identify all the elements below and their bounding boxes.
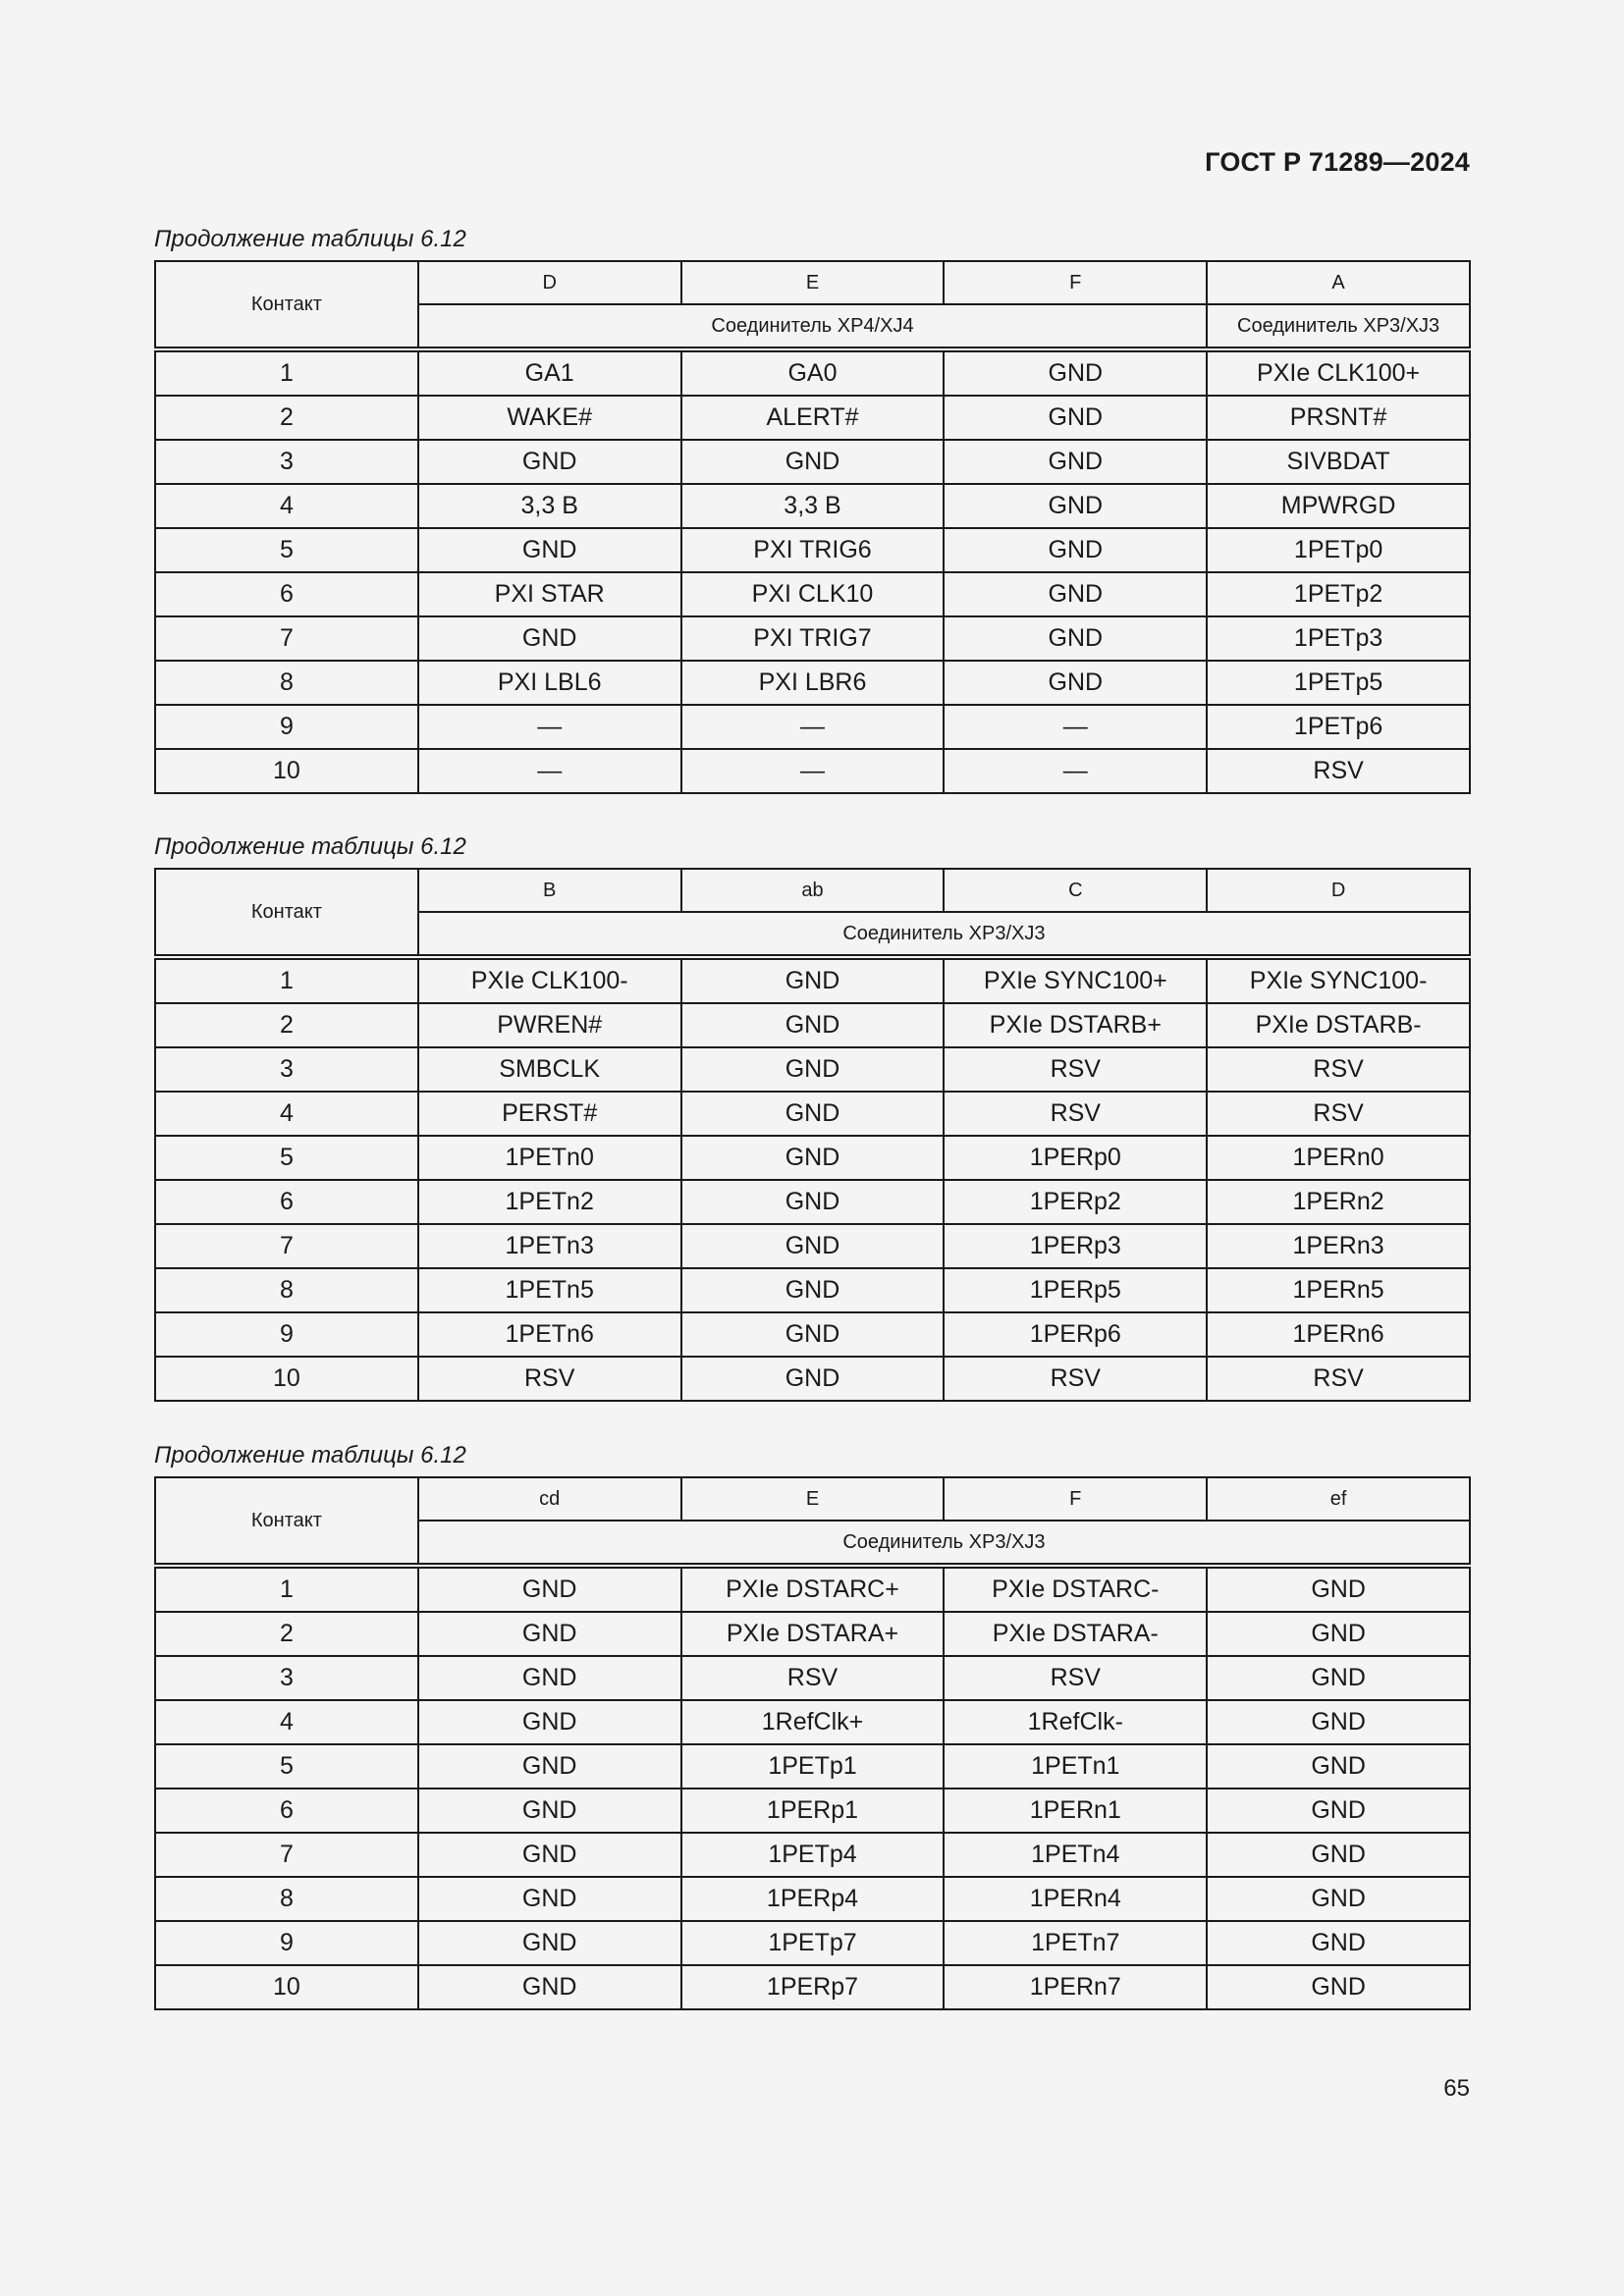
pin-table xyxy=(154,260,1471,794)
table-row xyxy=(155,1612,1470,1656)
pin-signal-cell: PXIe DSTARC+ xyxy=(681,1566,945,1612)
pin-signal-cell: GND xyxy=(418,1965,681,2009)
pin-signal-cell: 1PERn4 xyxy=(944,1877,1207,1921)
pin-signal-cell: RSV xyxy=(1207,749,1470,793)
pin-signal-cell: PXI TRIG7 xyxy=(681,616,945,661)
pin-signal-cell: GND xyxy=(681,1357,945,1401)
table-row xyxy=(155,957,1470,1003)
contact-column-header: Контакт xyxy=(155,869,418,957)
pin-signal-cell: PXIe CLK100+ xyxy=(1207,349,1470,396)
pin-signal-cell: GND xyxy=(1207,1833,1470,1877)
pin-signal-cell: PXI CLK10 xyxy=(681,572,945,616)
pin-signal-cell: GND xyxy=(944,349,1207,396)
pin-signal-cell: GND xyxy=(681,1092,945,1136)
table-row xyxy=(155,396,1470,440)
contact-number-cell: 4 xyxy=(155,484,418,528)
pin-signal-cell: RSV xyxy=(944,1357,1207,1401)
connector-header: Соединитель XP3/XJ3 xyxy=(1207,304,1470,349)
column-header: D xyxy=(1207,869,1470,912)
pin-signal-cell: RSV xyxy=(681,1656,945,1700)
column-header: ab xyxy=(681,869,945,912)
pin-signal-cell: — xyxy=(418,705,681,749)
pin-signal-cell: 1PERp1 xyxy=(681,1789,945,1833)
contact-number-cell: 1 xyxy=(155,957,418,1003)
pin-signal-cell: GND xyxy=(681,1047,945,1092)
pin-signal-cell: 1PETp1 xyxy=(681,1744,945,1789)
contact-number-cell: 1 xyxy=(155,1566,418,1612)
pin-signal-cell: RSV xyxy=(944,1656,1207,1700)
pin-signal-cell: GA1 xyxy=(418,349,681,396)
contact-number-cell: 8 xyxy=(155,1268,418,1312)
pin-signal-cell: 1PERn5 xyxy=(1207,1268,1470,1312)
column-header: E xyxy=(681,1477,945,1521)
pin-signal-cell: 1PERp5 xyxy=(944,1268,1207,1312)
contact-number-cell: 8 xyxy=(155,661,418,705)
pin-signal-cell: GND xyxy=(681,957,945,1003)
table-caption: Продолжение таблицы 6.12 xyxy=(154,833,466,860)
column-header: E xyxy=(681,261,945,304)
contact-number-cell: 2 xyxy=(155,1612,418,1656)
pin-signal-cell: RSV xyxy=(418,1357,681,1401)
pin-signal-cell: GND xyxy=(418,1921,681,1965)
pin-signal-cell: GND xyxy=(1207,1566,1470,1612)
pin-signal-cell: GND xyxy=(681,1268,945,1312)
pin-signal-cell: GND xyxy=(681,1312,945,1357)
table-row xyxy=(155,661,1470,705)
table-row xyxy=(155,705,1470,749)
pin-signal-cell: GND xyxy=(944,440,1207,484)
pin-signal-cell: GND xyxy=(1207,1744,1470,1789)
pin-signal-cell: GND xyxy=(944,528,1207,572)
pin-signal-cell: SMBCLK xyxy=(418,1047,681,1092)
pin-signal-cell: PXIe DSTARC- xyxy=(944,1566,1207,1612)
pin-signal-cell: — xyxy=(944,749,1207,793)
table-row xyxy=(155,616,1470,661)
pin-signal-cell: RSV xyxy=(944,1047,1207,1092)
pin-signal-cell: GND xyxy=(418,1877,681,1921)
pin-signal-cell: 1PETp5 xyxy=(1207,661,1470,705)
contact-number-cell: 4 xyxy=(155,1700,418,1744)
table-row xyxy=(155,1965,1470,2009)
table-row xyxy=(155,1566,1470,1612)
pin-signal-cell: GND xyxy=(418,1612,681,1656)
pin-signal-cell: GND xyxy=(418,528,681,572)
pin-signal-cell: 1PERp4 xyxy=(681,1877,945,1921)
contact-number-cell: 1 xyxy=(155,349,418,396)
pin-signal-cell: 1PETn5 xyxy=(418,1268,681,1312)
pin-signal-cell: PXIe DSTARB- xyxy=(1207,1003,1470,1047)
connector-header: Соединитель XP3/XJ3 xyxy=(418,1521,1470,1566)
table-row xyxy=(155,1789,1470,1833)
connector-header: Соединитель XP3/XJ3 xyxy=(418,912,1470,957)
pin-signal-cell: PWREN# xyxy=(418,1003,681,1047)
pin-signal-cell: 1PETn6 xyxy=(418,1312,681,1357)
pin-signal-cell: — xyxy=(418,749,681,793)
pin-signal-cell: GND xyxy=(944,484,1207,528)
pin-table xyxy=(154,868,1471,1402)
pin-signal-cell: 1PERn7 xyxy=(944,1965,1207,2009)
pin-signal-cell: 1PERn0 xyxy=(1207,1136,1470,1180)
table-row xyxy=(155,1833,1470,1877)
contact-number-cell: 4 xyxy=(155,1092,418,1136)
table-row xyxy=(155,1312,1470,1357)
pin-signal-cell: — xyxy=(681,749,945,793)
pin-signal-cell: 1PERp0 xyxy=(944,1136,1207,1180)
pin-signal-cell: RSV xyxy=(1207,1047,1470,1092)
pin-signal-cell: 1PETn0 xyxy=(418,1136,681,1180)
contact-number-cell: 6 xyxy=(155,1789,418,1833)
pin-signal-cell: 1PERp7 xyxy=(681,1965,945,2009)
pin-signal-cell: PXI TRIG6 xyxy=(681,528,945,572)
column-header: F xyxy=(944,1477,1207,1521)
contact-column-header: Контакт xyxy=(155,261,418,349)
pin-signal-cell: GND xyxy=(1207,1612,1470,1656)
table-body xyxy=(155,349,1470,793)
column-header: cd xyxy=(418,1477,681,1521)
pin-signal-cell: 1PETn3 xyxy=(418,1224,681,1268)
table-row xyxy=(155,1047,1470,1092)
pin-signal-cell: 1PERn1 xyxy=(944,1789,1207,1833)
table-row xyxy=(155,1357,1470,1401)
pin-signal-cell: 1PERp3 xyxy=(944,1224,1207,1268)
contact-number-cell: 10 xyxy=(155,1965,418,2009)
pin-signal-cell: 1PETp7 xyxy=(681,1921,945,1965)
pin-signal-cell: 1PETn7 xyxy=(944,1921,1207,1965)
contact-number-cell: 2 xyxy=(155,1003,418,1047)
table-row xyxy=(155,749,1470,793)
pin-signal-cell: PXIe DSTARB+ xyxy=(944,1003,1207,1047)
pin-signal-cell: GND xyxy=(418,616,681,661)
table-row xyxy=(155,1136,1470,1180)
pin-signal-cell: RSV xyxy=(1207,1357,1470,1401)
table-row xyxy=(155,484,1470,528)
contact-number-cell: 5 xyxy=(155,528,418,572)
table-caption: Продолжение таблицы 6.12 xyxy=(154,1442,466,1468)
pin-signal-cell: PERST# xyxy=(418,1092,681,1136)
contact-number-cell: 10 xyxy=(155,1357,418,1401)
pin-signal-cell: GND xyxy=(944,661,1207,705)
table-row xyxy=(155,1092,1470,1136)
contact-number-cell: 9 xyxy=(155,1921,418,1965)
pin-signal-cell: PXI LBR6 xyxy=(681,661,945,705)
pin-signal-cell: 1PERn3 xyxy=(1207,1224,1470,1268)
pin-signal-cell: GND xyxy=(418,440,681,484)
pin-signal-cell: 1PETn2 xyxy=(418,1180,681,1224)
pin-signal-cell: GND xyxy=(681,1224,945,1268)
pin-signal-cell: GND xyxy=(418,1566,681,1612)
contact-number-cell: 5 xyxy=(155,1136,418,1180)
pin-signal-cell: GA0 xyxy=(681,349,945,396)
pin-signal-cell: 1PERp6 xyxy=(944,1312,1207,1357)
pin-signal-cell: GND xyxy=(1207,1877,1470,1921)
contact-number-cell: 6 xyxy=(155,572,418,616)
contact-number-cell: 7 xyxy=(155,1224,418,1268)
pin-signal-cell: ALERT# xyxy=(681,396,945,440)
pin-signal-cell: 1PETn1 xyxy=(944,1744,1207,1789)
pin-signal-cell: GND xyxy=(1207,1921,1470,1965)
contact-number-cell: 3 xyxy=(155,1656,418,1700)
pin-signal-cell: 1PERp2 xyxy=(944,1180,1207,1224)
contact-column-header: Контакт xyxy=(155,1477,418,1566)
contact-number-cell: 2 xyxy=(155,396,418,440)
table-row xyxy=(155,1003,1470,1047)
pin-table xyxy=(154,1476,1471,2010)
column-header: F xyxy=(944,261,1207,304)
contact-number-cell: 7 xyxy=(155,616,418,661)
pin-signal-cell: 1PETp3 xyxy=(1207,616,1470,661)
pin-signal-cell: GND xyxy=(681,1136,945,1180)
pin-signal-cell: GND xyxy=(418,1789,681,1833)
pin-signal-cell: — xyxy=(681,705,945,749)
contact-number-cell: 3 xyxy=(155,440,418,484)
table-row xyxy=(155,1877,1470,1921)
pin-signal-cell: RSV xyxy=(1207,1092,1470,1136)
page-number: 65 xyxy=(1443,2075,1470,2102)
table-row xyxy=(155,1656,1470,1700)
pin-signal-cell: GND xyxy=(418,1744,681,1789)
pin-signal-cell: PXI STAR xyxy=(418,572,681,616)
pin-signal-cell: PXIe DSTARA+ xyxy=(681,1612,945,1656)
table-row xyxy=(155,1921,1470,1965)
pin-signal-cell: 1PERn6 xyxy=(1207,1312,1470,1357)
pin-signal-cell: SIVBDAT xyxy=(1207,440,1470,484)
pin-signal-cell: PXI LBL6 xyxy=(418,661,681,705)
pin-signal-cell: GND xyxy=(1207,1965,1470,2009)
pin-signal-cell: 1PETp4 xyxy=(681,1833,945,1877)
table-body xyxy=(155,957,1470,1401)
pin-signal-cell: GND xyxy=(681,1003,945,1047)
pin-signal-cell: RSV xyxy=(944,1092,1207,1136)
pin-signal-cell: 3,3 В xyxy=(681,484,945,528)
pin-signal-cell: 1PETn4 xyxy=(944,1833,1207,1877)
column-header: A xyxy=(1207,261,1470,304)
pin-signal-cell: 1RefClk- xyxy=(944,1700,1207,1744)
pin-signal-cell: PXIe CLK100- xyxy=(418,957,681,1003)
contact-number-cell: 8 xyxy=(155,1877,418,1921)
contact-number-cell: 5 xyxy=(155,1744,418,1789)
table-row xyxy=(155,1744,1470,1789)
connector-header: Соединитель XP4/XJ4 xyxy=(418,304,1207,349)
pin-signal-cell: PXIe SYNC100- xyxy=(1207,957,1470,1003)
pin-signal-cell: GND xyxy=(681,1180,945,1224)
table-body xyxy=(155,1566,1470,2009)
contact-number-cell: 3 xyxy=(155,1047,418,1092)
pin-signal-cell: 1PERn2 xyxy=(1207,1180,1470,1224)
pin-signal-cell: MPWRGD xyxy=(1207,484,1470,528)
pin-signal-cell: GND xyxy=(944,616,1207,661)
table-row xyxy=(155,349,1470,396)
pin-signal-cell: GND xyxy=(944,396,1207,440)
contact-number-cell: 6 xyxy=(155,1180,418,1224)
pin-signal-cell: GND xyxy=(1207,1700,1470,1744)
pin-signal-cell: — xyxy=(944,705,1207,749)
pin-signal-cell: 1RefClk+ xyxy=(681,1700,945,1744)
column-header: B xyxy=(418,869,681,912)
table-row xyxy=(155,528,1470,572)
pin-signal-cell: WAKE# xyxy=(418,396,681,440)
pin-signal-cell: 1PETp0 xyxy=(1207,528,1470,572)
pin-signal-cell: GND xyxy=(418,1656,681,1700)
contact-number-cell: 7 xyxy=(155,1833,418,1877)
contact-number-cell: 9 xyxy=(155,705,418,749)
table-caption: Продолжение таблицы 6.12 xyxy=(154,226,466,252)
pin-signal-cell: GND xyxy=(1207,1656,1470,1700)
contact-number-cell: 9 xyxy=(155,1312,418,1357)
table-row xyxy=(155,1268,1470,1312)
pin-signal-cell: GND xyxy=(418,1700,681,1744)
table-row xyxy=(155,440,1470,484)
table-row xyxy=(155,1700,1470,1744)
pin-signal-cell: PXIe SYNC100+ xyxy=(944,957,1207,1003)
pin-signal-cell: GND xyxy=(681,440,945,484)
column-header: ef xyxy=(1207,1477,1470,1521)
pin-signal-cell: GND xyxy=(1207,1789,1470,1833)
table-row xyxy=(155,1180,1470,1224)
pin-signal-cell: 1PETp6 xyxy=(1207,705,1470,749)
contact-number-cell: 10 xyxy=(155,749,418,793)
column-header: C xyxy=(944,869,1207,912)
document-standard-header: ГОСТ Р 71289—2024 xyxy=(1205,147,1470,177)
pin-signal-cell: GND xyxy=(418,1833,681,1877)
pin-signal-cell: PRSNT# xyxy=(1207,396,1470,440)
table-row xyxy=(155,572,1470,616)
pin-signal-cell: PXIe DSTARA- xyxy=(944,1612,1207,1656)
table-row xyxy=(155,1224,1470,1268)
column-header: D xyxy=(418,261,681,304)
pin-signal-cell: 1PETp2 xyxy=(1207,572,1470,616)
pin-signal-cell: GND xyxy=(944,572,1207,616)
pin-signal-cell: 3,3 В xyxy=(418,484,681,528)
